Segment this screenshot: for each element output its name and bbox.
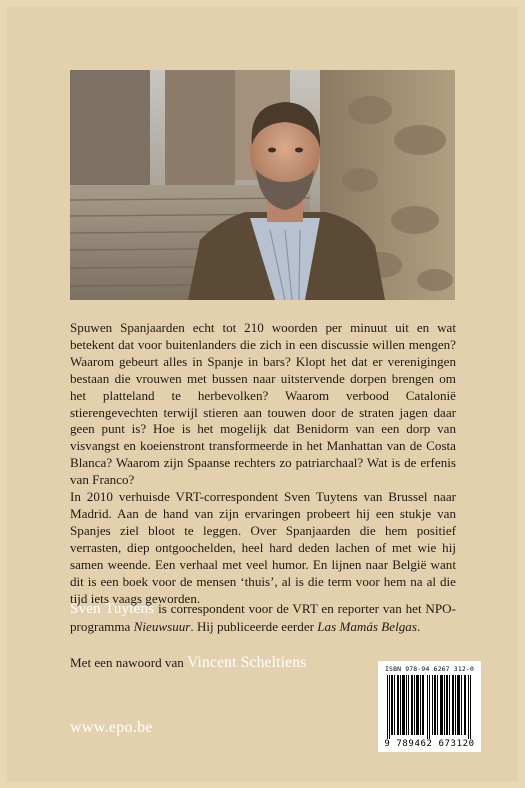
afterword-credit — [70, 654, 370, 672]
author-bio — [70, 600, 456, 636]
blurb-paragraph: In 2010 verhuisde VRT-correspondent Sven Tuytens van Brussel naar Madrid. Aan de hand van zijn ervaringen probeert hij een stukje van Spanjes ziel bloot te leggen. Over Spanjaarden die hem positief verrasten, diep ontgoochelden, heel hard deden lachen of met wie hij samen weende. Een verhaal met veel humor. En lijnen naar België want dit is een boek voor de mensen ‘thuis’, al is die term voor hem na al die tijd iets vaags geworden. — [70, 489, 456, 606]
afterword-prefix: Met een nawoord van — [70, 655, 188, 670]
author-photo — [70, 70, 455, 300]
blurb-paragraph: Spuwen Spanjaarden echt tot 210 woorden per minuut uit en wat betekent dat voor buitenlanders die zich in een discussie willen mengen? Waarom gebeurt alles in Spanje in bars? Klopt het dat er verenigingen bestaan die vrouwen met bussen naar uitstervende dorpen brengen om het platteland te herbevolken? Waarom verbood Catalonië stierengevechten terwijl stieren aan touwen door de straten jagen daar geen punt is? Hoe is het mogelijk dat Benidorm van een dorp van visvangst en koeienstront transformeerde in het Manhattan van de Costa Blanca? Waarom zijn Spaanse rechters zo patriarchaal? Wat is de erfenis van Franco? — [70, 320, 456, 488]
previous-book-title: Las Mamás Belgas — [317, 619, 417, 634]
bio-text: . — [416, 619, 421, 634]
isbn-barcode — [378, 661, 481, 752]
bio-text: . Hij publiceerde eerder — [190, 619, 318, 634]
publisher-url[interactable]: www.epo.be — [70, 719, 153, 736]
barcode-bars — [381, 675, 478, 739]
isbn-label: ISBN 978-94 6267 312-0 — [384, 665, 475, 673]
author-name: Sven Tuytens — [70, 601, 155, 617]
program-title: Nieuwsuur — [133, 619, 191, 634]
bio-text: is correspondent voor de VRT en reporter van het NPO-programma — [70, 601, 456, 634]
afterword-author: Vincent Scheltiens — [187, 654, 307, 671]
ean-digits: 9 789462 673120 — [384, 739, 475, 749]
blurb — [70, 320, 456, 607]
